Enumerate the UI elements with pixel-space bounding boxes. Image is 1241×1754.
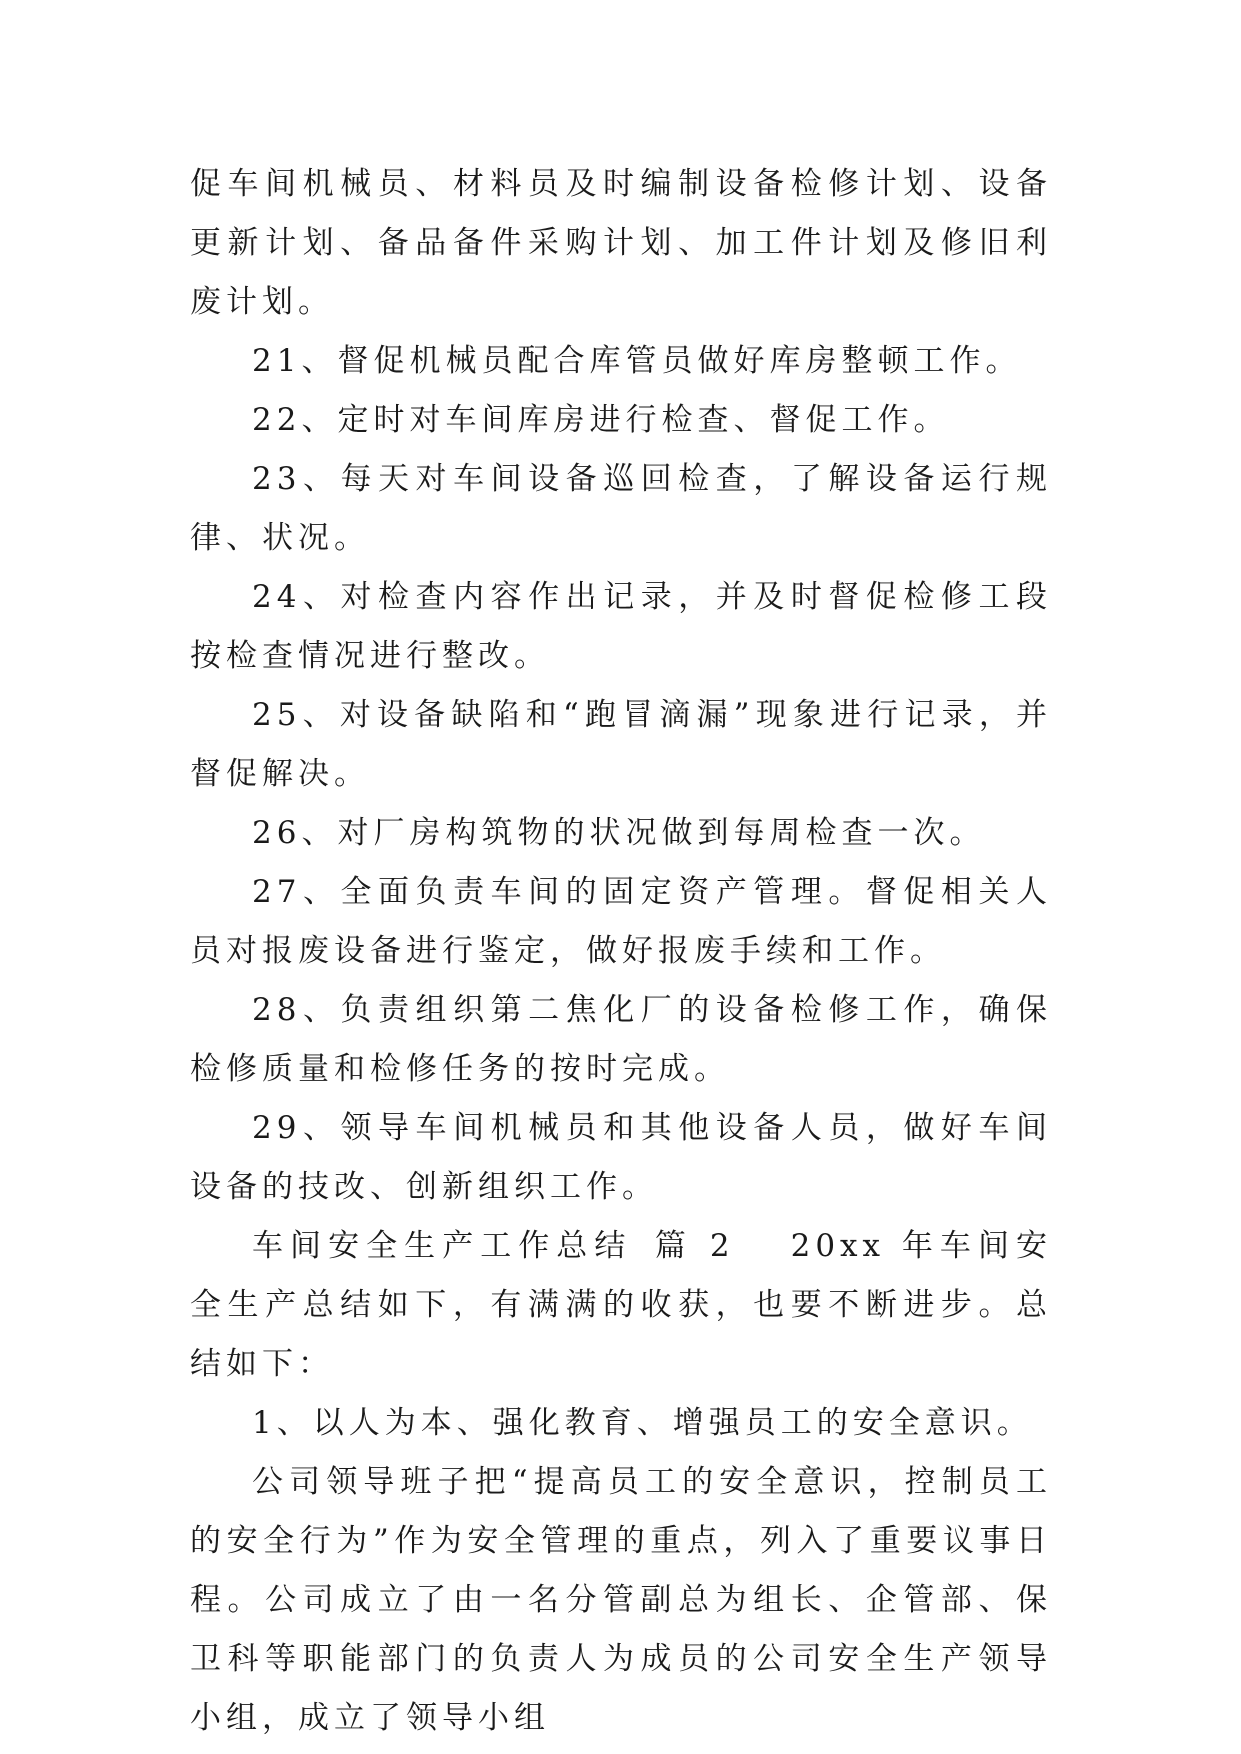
paragraph-item-29: 29、领导车间机械员和其他设备人员，做好车间设备的技改、创新组织工作。 <box>190 1110 1052 1205</box>
paragraph-item-22: 22、定时对车间库房进行检查、督促工作。 <box>252 402 950 438</box>
section-part-label: 篇 2 <box>652 1228 735 1264</box>
section-title: 车间安全生产工作总结 <box>252 1228 633 1264</box>
paragraph-item-24: 24、对检查内容作出记录，并及时督促检修工段按检查情况进行整改。 <box>190 579 1052 674</box>
paragraph-item-23: 23、每天对车间设备巡回检查，了解设备运行规律、状况。 <box>190 461 1052 556</box>
paragraph-point-1-detail: 公司领导班子把“提高员工的安全意识，控制员工的安全行为”作为安全管理的重点，列入了重要议事日程。公司成立了由一名分管副总为组长、企管部、保卫科等职能部门的负责人为成员的公司安全生产领导小组，成立了领导小组 <box>190 1464 1052 1736</box>
paragraph-item-25: 25、对设备缺陷和“跑冒滴漏”现象进行记录，并督促解决。 <box>190 697 1052 792</box>
paragraph-item-26: 26、对厂房构筑物的状况做到每周检查一次。 <box>252 815 986 851</box>
paragraph-continuation: 促车间机械员、材料员及时编制设备检修计划、设备更新计划、备品备件采购计划、加工件计划及修旧利废计划。 <box>190 166 1052 320</box>
document-body <box>190 155 1052 1748</box>
paragraph-item-21: 21、督促机械员配合库管员做好库房整顿工作。 <box>252 343 1022 379</box>
paragraph-point-1: 1、以人为本、强化教育、增强员工的安全意识。 <box>252 1405 1033 1441</box>
section-heading-paragraph <box>190 1217 1052 1394</box>
paragraph-item-28: 28、负责组织第二焦化厂的设备检修工作，确保检修质量和检修任务的按时完成。 <box>190 992 1052 1087</box>
section-lead-text: 20xx 年车间安全生产总结如下，有满满的收获，也要不断进步。总结如下： <box>190 1228 1053 1382</box>
paragraph-item-27: 27、全面负责车间的固定资产管理。督促相关人员对报废设备进行鉴定，做好报废手续和工作。 <box>190 874 1052 969</box>
